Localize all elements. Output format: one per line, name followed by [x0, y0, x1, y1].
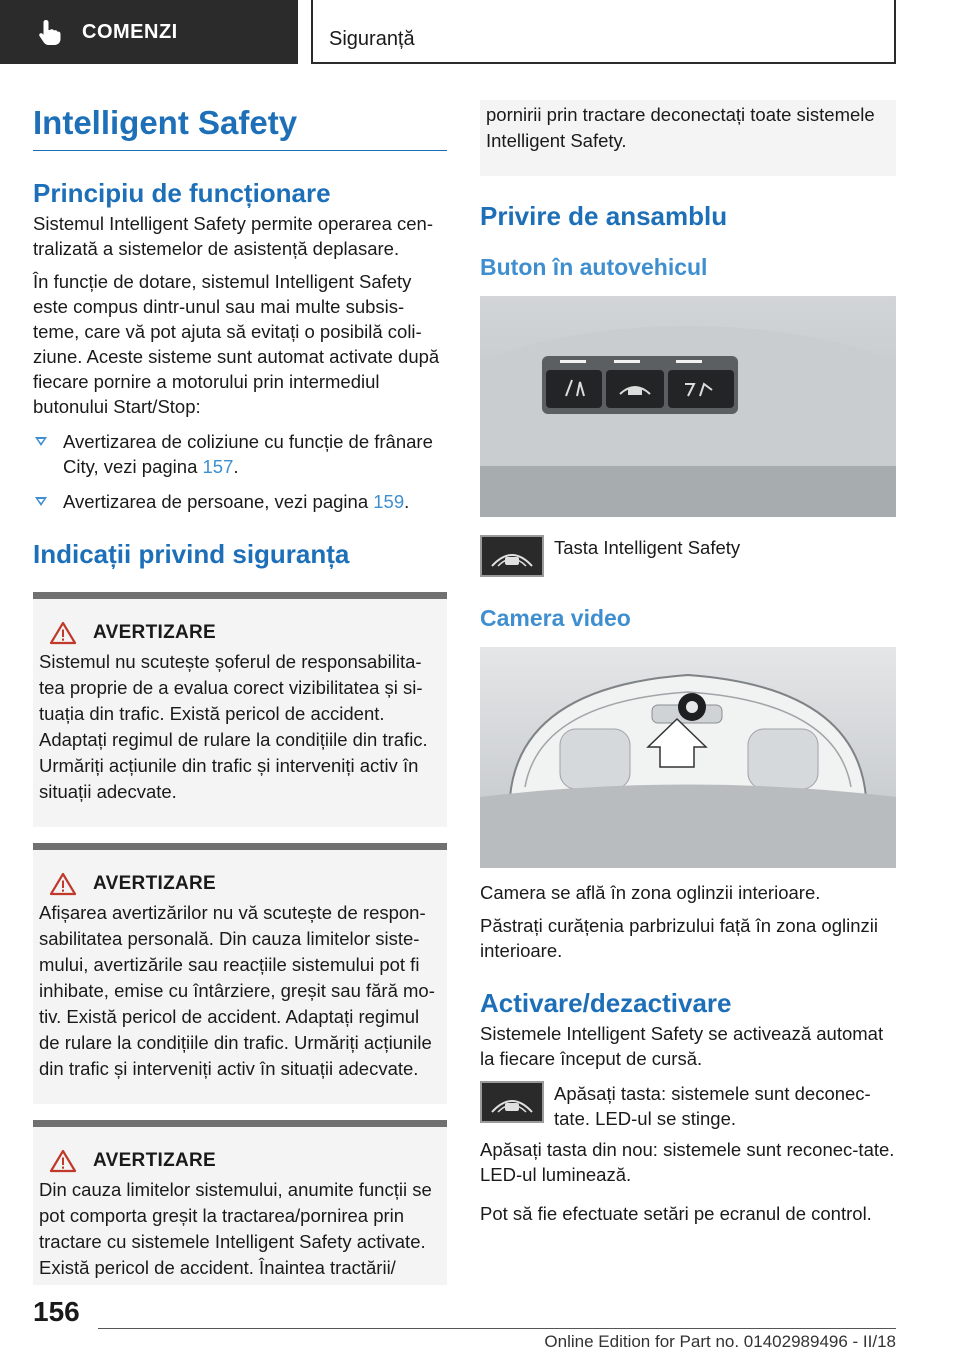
warning-text: Din cauza limitelor sistemului, anumite funcții se pot comporta greșit la tractarea/pornirea prin tractare cu sistemele Intelligent Safety activate. Există pericol de accident. Înaintea tractării/: [39, 1179, 432, 1278]
bullet-suffix: .: [404, 491, 410, 512]
safety-heading: Indicații privind siguranța: [33, 539, 350, 569]
windshield-camera-illustration: [480, 647, 896, 868]
warning-continuation: [480, 100, 896, 176]
button-caption-row: [480, 535, 896, 577]
warning-box: [33, 592, 447, 827]
overhead-console-illustration: [480, 296, 896, 517]
bullet-item: [33, 489, 447, 514]
warning-text: Afișarea avertizărilor nu vă scutește de respon-sabilitatea personală. Din cauza limitelor siste-mului, avertizările sau reacțiile sistemului pot fi inhibate, emise cu întârziere, greșit sau fără mo-tiv. Există pericol de accident. Adaptați regimul de rulare la condițiile din trafic. Urmăriți acțiunile din trafic și interveniți activ în situații adecvate.: [39, 902, 435, 1079]
activation-paragraph-3: Pot să fie efectuate setări pe ecranul de control.: [480, 1203, 872, 1224]
warning-box: [33, 843, 447, 1104]
warning-label: AVERTIZARE: [93, 1150, 216, 1171]
pointing-hand-icon: [36, 18, 64, 46]
left-column: [33, 100, 447, 1285]
activation-step-row: [480, 1081, 896, 1131]
bullet-text: Avertizarea de persoane, vezi pagina: [63, 491, 374, 512]
button-heading: Buton în autovehicul: [480, 254, 708, 280]
principle-paragraph-2: În funcție de dotare, sistemul Intelligent Safety este compus dintr-unul sau mai multe subsis-teme, care vă pot ajuta să evitați o posibilă coli-ziune. Aceste sisteme sunt automat activate după fiecare pornire a motorului prin intermediul butonului Start/Stop:: [33, 271, 440, 417]
chapter-tab-label: COMENZI: [82, 20, 178, 43]
page-link-159[interactable]: 159: [373, 491, 405, 512]
intelligent-safety-key-icon: [480, 1081, 544, 1123]
camera-heading: Camera video: [480, 605, 631, 631]
activation-paragraph-2: Apăsați tasta din nou: sistemele sunt reconec-tate. LED-ul luminează.: [480, 1139, 895, 1185]
page-link-157[interactable]: 157: [202, 456, 234, 477]
button-image: [480, 296, 896, 517]
activation-heading: Activare/dezactivare: [480, 988, 732, 1018]
chapter-tab[interactable]: [0, 0, 298, 64]
bullet-item: [33, 429, 447, 479]
warning-triangle-icon: [49, 1149, 77, 1173]
bullet-suffix: .: [233, 456, 239, 477]
page-number: 156: [33, 1296, 80, 1327]
warning-text: Sistemul nu scutește șoferul de responsabilita-tea proprie de a evalua corect vizibilitatea și si-tuația din trafic. Există pericol de accident. Adaptați regimul de rulare la condițiile din trafic. Urmăriți acțiunile din trafic și interveniți activ în situații adecvate.: [39, 651, 428, 802]
intelligent-safety-key-icon: [480, 535, 544, 577]
activation-step-text: Apăsați tasta: sistemele sunt deconec-tate. LED-ul se stinge.: [554, 1083, 871, 1129]
camera-paragraph-2: Păstrați curățenia parbrizului față în zona oglinzii interioare.: [480, 915, 878, 961]
section-header: [311, 0, 896, 64]
warning-label: AVERTIZARE: [93, 873, 216, 894]
warning-triangle-icon: [49, 621, 77, 645]
warning-continuation-text: pornirii prin tractare deconectați toate sistemele Intelligent Safety.: [486, 104, 875, 151]
bullet-text: Avertizarea de coliziune cu funcție de frânare City, vezi pagina: [63, 431, 433, 477]
warning-triangle-icon: [49, 872, 77, 896]
triangle-bullet-icon: [35, 437, 47, 446]
button-caption: Tasta Intelligent Safety: [554, 537, 741, 558]
footer-divider: [98, 1328, 896, 1329]
warning-label: AVERTIZARE: [93, 622, 216, 643]
activation-paragraph-1: Sistemele Intelligent Safety se activează automat la fiecare început de cursă.: [480, 1023, 884, 1069]
warning-box: [33, 1120, 447, 1285]
section-header-label: Siguranță: [329, 28, 415, 50]
triangle-bullet-icon: [35, 497, 47, 506]
camera-paragraph-1: Camera se află în zona oglinzii interioare.: [480, 882, 821, 903]
page-title: Intelligent Safety: [33, 100, 447, 151]
right-column: [480, 100, 896, 1226]
overview-heading: Privire de ansamblu: [480, 201, 728, 231]
principle-heading: Principiu de funcționare: [33, 178, 331, 208]
edition-footer: Online Edition for Part no. 01402989496 - II/18: [544, 1332, 896, 1351]
principle-paragraph-1: Sistemul Intelligent Safety permite operarea cen-tralizată a sistemelor de asistență deplasare.: [33, 213, 434, 259]
camera-image: [480, 647, 896, 868]
